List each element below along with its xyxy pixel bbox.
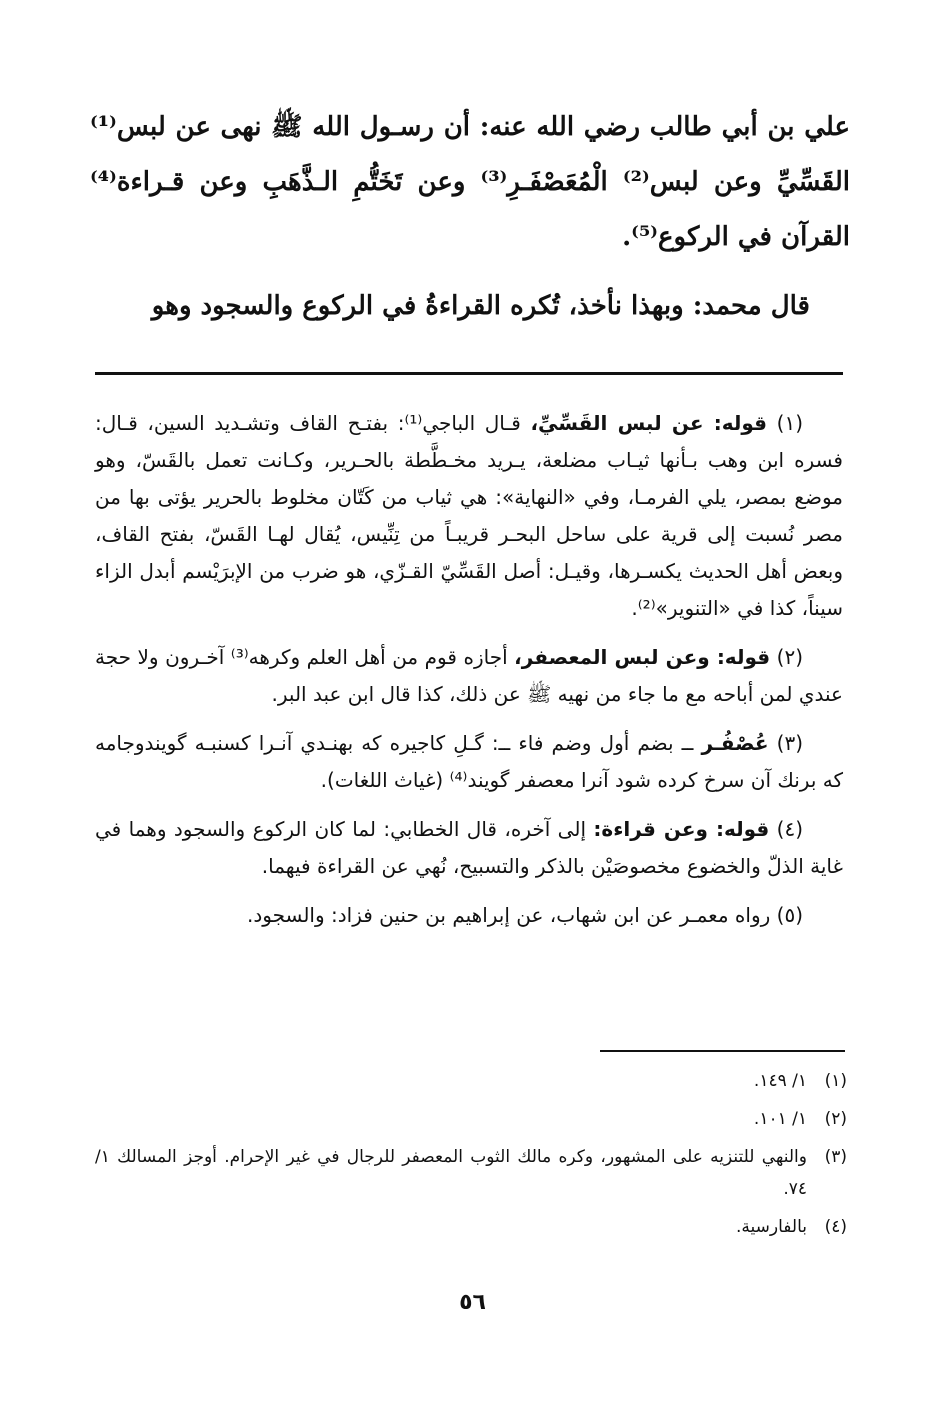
main-paragraph-1: علي بن أبي طالب رضي الله عنه: أن رسـول الله ﷺ نهى عن لبس⁽¹⁾ القَسِّيِّ وعن لبس⁽²⁾ الْمُعَصْفَـرِ⁽³⁾ وعن تَخَتُّمِ الـذَّهَبِ وعن قـراءة⁽⁴⁾ القرآن في الركوع⁽⁵⁾.	[90, 112, 850, 252]
main-text	[90, 100, 850, 348]
commentary-text: ــ بضم أول وضم فاء ــ: گـلِ كاجيره كه بهنـدي آنـرا كسنبـه گويندوجامه كه برنك آن سرخ كرده شود آنرا معصفر گويند⁽⁴⁾ (غياث اللغات).	[95, 731, 843, 792]
footnote-number: (١)	[824, 1071, 847, 1091]
commentary-item-3	[95, 725, 843, 799]
footnote-4	[95, 1211, 847, 1243]
main-paragraph-2: قال محمد: وبهذا نأخذ، تُكره القراءةُ في الركوع والسجود وهو	[151, 291, 810, 321]
commentary-text: إلى آخره، قال الخطابي: لما كان الركوع والسجود وهما في غاية الذلّ والخضوع مخصوصَيْن بالذكر والتسبيح، نُهي عن القراءة فيهما.	[95, 817, 843, 878]
commentary-text: قـال الباجي⁽¹⁾: بفتـح القاف وتشـديد السين، قـال: فسره ابن وهب بـأنها ثيـاب مضلعة، يـريد مخـطَّطة بالحـرير، وكـانت تعمل بالقَسّ، وهو موضع بمصر، يلي الفرمـا، وفي «النهاية»: هي ثياب من كَتّان مخلوط بالحرير يؤتى بها من مصر نُسبت إلى قرية على ساحل البحـر قريبـاً من تِنِّيس، يُقال لهـا القَسّ، بفتح القاف، وبعض أهل الحديث يكسـرها، وقيـل: أصل القَسِّيّ القـزّي، هو ضرب من الإبرَيْسم أبدل الزاء سيناً، كذا في «التنوير»⁽²⁾.	[95, 411, 843, 620]
page-number: ٥٦	[459, 1290, 486, 1315]
commentary-text: أجازه قوم من أهل العلم وكرهه⁽³⁾ آخـرون ولا حجة عندي لمن أباحه مع ما جاء من نهيه ﷺ عن ذلك، كذا قال ابن عبد البر.	[95, 645, 843, 706]
commentary-number: (٣)	[776, 731, 804, 755]
commentary-number: (١)	[776, 411, 804, 435]
commentary-lead: عُصْفُـر	[701, 731, 769, 755]
commentary-text: رواه معمـر عن ابن شهاب، عن إبراهيم بن حنين فزاد: والسجود.	[246, 903, 771, 927]
footnote-separator	[600, 1050, 845, 1052]
commentary-lead: قوله: وعن لبس المعصفر،	[514, 645, 771, 669]
footnotes-section	[95, 1065, 847, 1249]
commentary-number: (٤)	[776, 817, 803, 841]
footnote-1	[95, 1065, 847, 1097]
commentary-section	[95, 405, 843, 946]
commentary-item-4	[95, 811, 843, 885]
footnote-text: ١/ ١٤٩.	[753, 1071, 807, 1091]
footnote-text: ١/ ١٠١.	[753, 1109, 807, 1129]
footnote-number: (٢)	[824, 1109, 847, 1129]
commentary-item-2	[95, 639, 843, 713]
commentary-item-1	[95, 405, 843, 627]
footnote-text: بالفارسية.	[736, 1217, 807, 1237]
commentary-item-5	[95, 897, 843, 934]
footnote-2	[95, 1103, 847, 1135]
footnote-text: والنهي للتنزيه على المشهور، وكره مالك الثوب المعصفر للرجال في غير الإحرام. أوجز المسالك ١/ ٧٤.	[95, 1147, 807, 1199]
commentary-lead: قوله: وعن قراءة:	[593, 817, 770, 841]
footnote-number: (٣)	[824, 1147, 847, 1167]
footnote-number: (٤)	[824, 1217, 847, 1237]
main-separator	[95, 372, 843, 375]
commentary-number: (٢)	[776, 645, 803, 669]
commentary-lead: قوله: عن لبس القَسِّيِّ،	[530, 411, 767, 435]
commentary-number: (٥)	[776, 903, 803, 927]
footnote-3	[95, 1141, 847, 1205]
